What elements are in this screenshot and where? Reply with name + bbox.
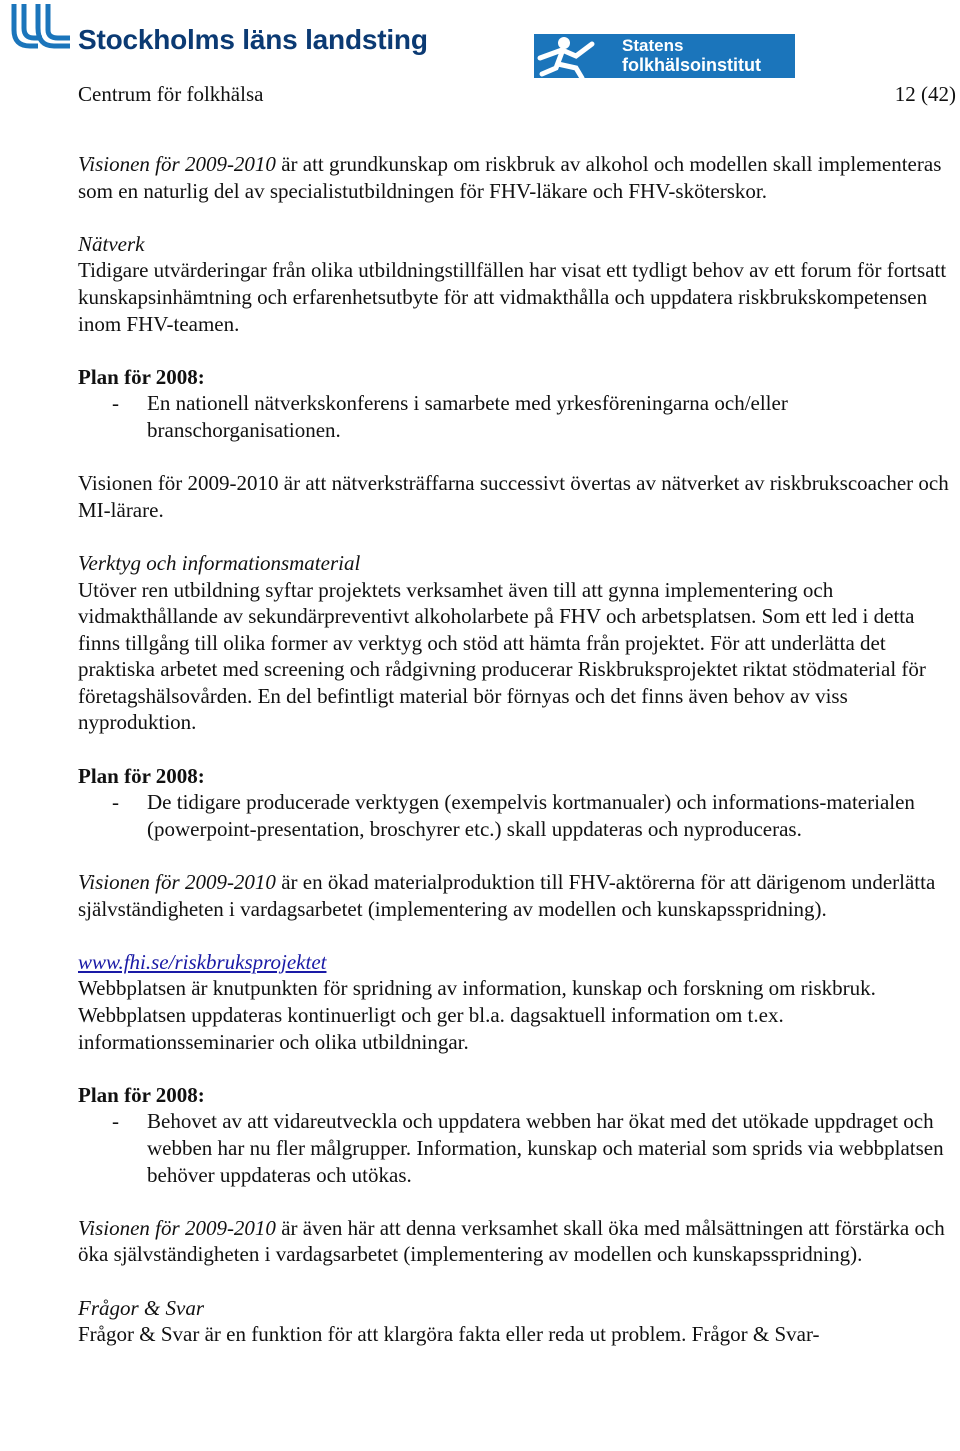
vision-label: Visionen för 2009-2010 [78, 152, 276, 176]
vision-label: Visionen för 2009-2010 [78, 1215, 276, 1240]
plan-section-3 [78, 1082, 950, 1188]
section-verktyg [78, 550, 950, 736]
org-name: Centrum för folkhälsa [78, 82, 264, 106]
section-heading-fragor-svar: Frågor & Svar [78, 1295, 204, 1320]
plan-item-text: En nationell nätverkskonferens i samarbete med yrkesföreningarna och/eller branschorganisationen. [147, 391, 788, 442]
vision-label: Visionen för 2009-2010 [78, 870, 276, 895]
plan-list-item [78, 1108, 950, 1188]
dash-bullet: - [112, 790, 119, 815]
paragraph-text: är att nätverksträffarna successivt övertas av nätverket av riskbrukscoacher och MI-lärare. [78, 471, 949, 522]
paragraph-web: Webbplatsen är knutpunkten för spridning av information, kunskap och forskning om riskbruk. Webbplatsen uppdateras kontinuerligt och ger bl.a. dagsaktuell information om t.ex. informationsseminarier och olika utbildningar. [78, 976, 876, 1054]
paragraph-text: är en ökad materialproduktion till FHV-aktörerna för att därigenom underlätta självständigheten i vardagsarbetet (implementering av modellen och kunskapsspridning). [78, 870, 936, 921]
paragraph-vision-4 [78, 1215, 950, 1268]
fhi-figure-icon [534, 34, 614, 78]
vision-label: Visionen för 2009-2010 [78, 471, 279, 496]
page-number: 12 (42) [894, 82, 956, 106]
paragraph-text: är även här att denna verksamhet skall öka med målsättningen att förstärka och öka självständigheten i vardagsarbetet (implementering av modellen och kunskapsspridning). [78, 1215, 945, 1267]
fhi-logo [534, 34, 795, 78]
paragraph-verktyg: Utöver ren utbildning syftar projektets verksamhet även till att gynna implementering och vidmakthållande av sekundärpreventivt alkoholarbete på FHV och arbetsplatsen. Som ett led i detta finns tillgång till olika former av verktyg och stöd att hämta från projektet. För att underlätta det praktiska arbetet med screening och rådgivning producerar Riskbruksprojektet riktat stödmaterial för företagshälsovården. En del befintligt material bör förnyas och det finns även behov av viss nyproduktion. [78, 577, 926, 735]
sll-logo [8, 2, 448, 54]
fhi-logo-line2: folkhälsoinstitut [622, 55, 761, 75]
dash-bullet: - [112, 391, 119, 416]
plan-item-text: De tidigare producerade verktygen (exempelvis kortmanualer) och informations-materialen (powerpoint-presentation, broschyrer etc.) skall uppdateras och nyproduceras. [147, 790, 915, 841]
sll-logo-text: Stockholms läns landsting [78, 24, 428, 55]
dash-bullet: - [112, 1109, 119, 1134]
paragraph-fragor-svar: Frågor & Svar är en funktion för att klargöra fakta eller reda ut problem. Frågor & Svar- [78, 1322, 820, 1347]
document-body [78, 151, 950, 1348]
section-web [78, 949, 950, 1055]
plan-section-2 [78, 763, 950, 843]
paragraph-natverk: Tidigare utvärderingar från olika utbildningstillfällen har visat ett tydligt behov av ett forum för fortsatt kunskapsinhämtning och erfarenhetsutbyte för att vidmakthålla och uppdatera riskbrukskompetensen inom FHV-teamen. [78, 258, 947, 336]
paragraph-vision-3 [78, 869, 950, 922]
plan-heading: Plan för 2008: [78, 1082, 205, 1107]
plan-list-item [78, 390, 950, 443]
plan-section-1 [78, 364, 950, 444]
plan-list-item [78, 789, 950, 842]
section-heading-verktyg: Verktyg och informationsmaterial [78, 550, 361, 575]
paragraph-vision-2 [78, 470, 950, 523]
plan-item-text: Behovet av att vidareutveckla och uppdatera webben har ökat med det utökade uppdraget och webben har nu fler målgrupper. Information, kunskap och material som sprids via webbplatsen behöver uppdateras och utökas. [147, 1109, 944, 1187]
fhi-logo-line1: Statens [622, 36, 684, 55]
section-heading-natverk: Nätverk [78, 231, 145, 256]
website-link[interactable]: www.fhi.se/riskbruksprojektet [78, 949, 327, 974]
paragraph-vision-1 [78, 151, 950, 204]
sll-logo-mark-icon [8, 2, 72, 52]
section-fragor-svar [78, 1295, 950, 1348]
section-natverk [78, 231, 950, 337]
plan-heading: Plan för 2008: [78, 364, 205, 389]
paragraph-text: är att grundkunskap om riskbruk av alkohol och modellen skall implementeras som en naturlig del av specialistutbildningen för FHV-läkare och FHV-sköterskor. [78, 152, 942, 203]
page-header [0, 0, 960, 110]
plan-heading: Plan för 2008: [78, 763, 205, 788]
